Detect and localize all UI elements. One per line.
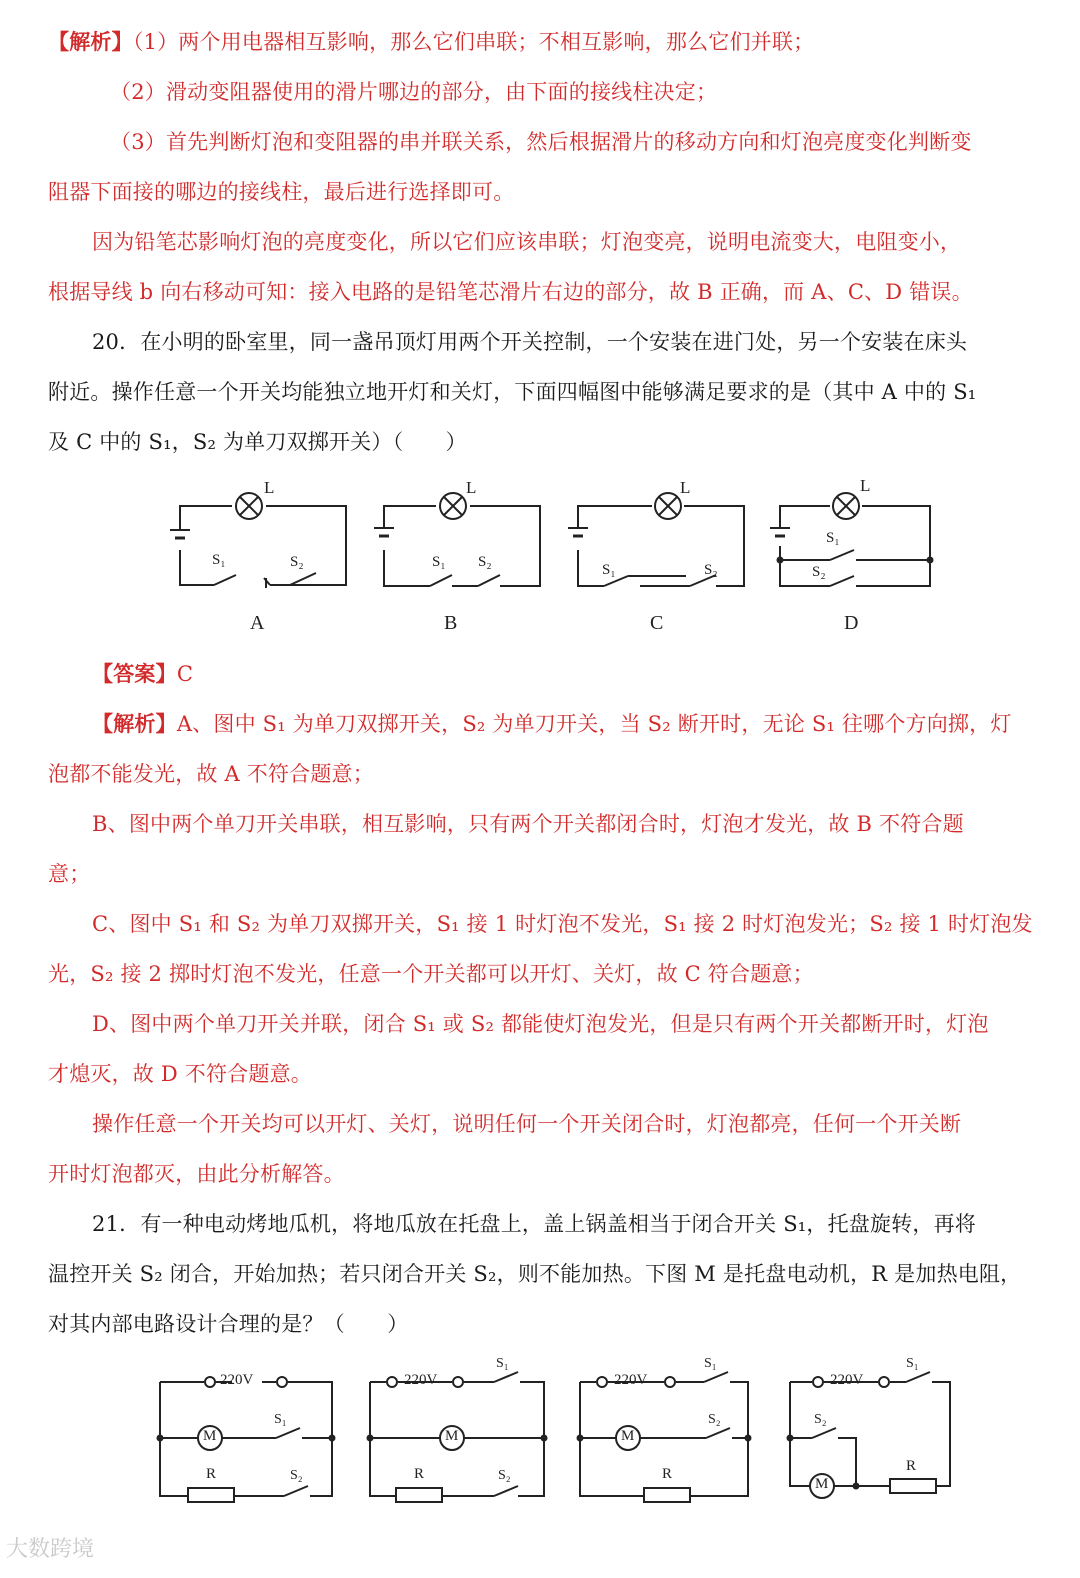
question-21-line: 对其内部电路设计合理的是？（ ） [48,1312,409,1336]
analysis-line: 阻器下面接的哪边的接线柱，最后进行选择即可。 [48,180,515,204]
circuit-21-a [158,1377,335,1502]
switch-label: S₂ [290,554,304,570]
voltage-label: 220V [830,1372,864,1388]
lamp-label: L [680,478,691,497]
question-21-line: 21．有一种电动烤地瓜机，将地瓜放在托盘上，盖上锅盖相当于闭合开关 S₁，托盘旋转，再将 [92,1212,976,1236]
motor-label: M [203,1428,217,1444]
analysis-20-line: 泡都不能发光，故 A 不符合题意； [48,762,374,786]
analysis-20-line: 操作任意一个开关均可以开灯、关灯，说明任何一个开关闭合时，灯泡都亮，任何一个开关断 [92,1112,962,1136]
switch-label: S₂ [814,1412,827,1427]
analysis-tag: 【解析】 [48,29,133,54]
circuit-d [770,493,933,586]
question-20-line: 20．在小明的卧室里，同一盏吊顶灯用两个开关控制，一个安装在进门处，另一个安装在床头 [92,330,968,354]
analysis-20-line: B、图中两个单刀开关串联，相互影响，只有两个开关都闭合时，灯泡才发光，故 B 不符合题 [92,812,964,836]
switch-label: S₂ [290,1468,303,1483]
question-20-line: 附近。操作任意一个开关均能独立地开灯和关灯，下面四幅图中能够满足要求的是（其中 A 中的 S₁ [48,380,977,404]
analysis-line: 因为铅笔芯影响灯泡的亮度变化，所以它们应该串联；灯泡变亮，说明电流变大，电阻变小， [92,230,962,254]
answer-value: C [176,662,194,686]
resistor-label: R [906,1458,917,1474]
analysis-20-line: 光，S₂ 接 2 掷时灯泡不发光，任意一个开关都可以开灯、关灯，故 C 符合题意； [48,962,814,986]
circuit-b [374,493,540,586]
lamp-label: L [466,478,477,497]
switch-label: S₂ [478,554,492,570]
analysis-20-line: 才熄灭，故 D 不符合题意。 [48,1062,312,1086]
switch-label: S₁ [432,554,446,570]
diagram-caption: A [250,612,265,634]
switch-label: S₁ [906,1356,919,1371]
watermark: 大数跨境 [6,1537,95,1562]
diagram-caption: D [844,612,859,634]
lamp-label: L [264,478,275,497]
switch-label: S₁ [274,1412,287,1427]
analysis-line: （3）首先判断灯泡和变阻器的串并联关系，然后根据滑片的移动方向和灯泡亮度变化判断变 [110,130,972,154]
switch-label: S₂ [704,562,718,578]
switch-label: S₁ [826,530,840,546]
switch-label: S₁ [602,562,616,578]
analysis-20-line: 开时灯泡都灭，由此分析解答。 [48,1162,345,1186]
switch-label: S₁ [212,552,226,568]
voltage-label: 220V [220,1372,254,1388]
analysis-line: （1）两个用电器相互影响，那么它们串联；不相互影响，那么它们并联； [132,30,815,54]
switch-label: S₁ [496,1356,509,1371]
analysis-line: 根据导线 b 向右移动可知：接入电路的是铅笔芯滑片右边的部分，故 B 正确，而 A、C、D 错误。 [48,280,973,304]
analysis-20-line: D、图中两个单刀开关并联，闭合 S₁ 或 S₂ 都能使灯泡发光，但是只有两个开关都断开时，灯泡 [92,1012,989,1036]
analysis-tag: 【解析】 [92,711,177,736]
answer-tag: 【答案】 [92,661,177,686]
switch-label: S₁ [704,1356,717,1371]
resistor-label: R [206,1466,217,1482]
circuit-21-d [788,1372,951,1498]
question-20-line: 及 C 中的 S₁，S₂ 为单刀双掷开关）（ ） [48,430,467,454]
motor-label: M [621,1428,635,1444]
diagram-caption: C [650,612,664,634]
analysis-text: A、图中 S₁ 为单刀双掷开关，S₂ 为单刀开关，当 S₂ 断开时，无论 S₁ 往哪个方向掷，灯 [176,712,1012,736]
analysis-20-line: C、图中 S₁ 和 S₂ 为单刀双掷开关，S₁ 接 1 时灯泡不发光，S₁ 接 2 时灯泡发光；S₂ 接 1 时灯泡发 [92,912,1033,936]
diagram-caption: B [444,612,458,634]
answer-20 [92,660,193,688]
switch-label: S₂ [812,564,826,580]
analysis-20-line: 意； [48,862,91,886]
circuit-c [568,493,744,586]
switch-label: S₂ [498,1468,511,1483]
resistor-label: R [414,1466,425,1482]
resistor-label: R [662,1466,673,1482]
voltage-label: 220V [614,1372,648,1388]
voltage-label: 220V [404,1372,438,1388]
analysis-line: （2）滑动变阻器使用的滑片哪边的部分，由下面的接线柱决定； [110,80,718,104]
switch-label: S₂ [708,1412,721,1427]
question-21-line: 温控开关 S₂ 闭合，开始加热；若只闭合开关 S₂，则不能加热。下图 M 是托盘电动机，R 是加热电阻， [48,1262,1022,1286]
lamp-label: L [860,476,871,495]
motor-label: M [815,1476,829,1492]
analysis-20-line [92,710,1012,738]
motor-label: M [445,1428,459,1444]
circuit-a [170,493,346,588]
